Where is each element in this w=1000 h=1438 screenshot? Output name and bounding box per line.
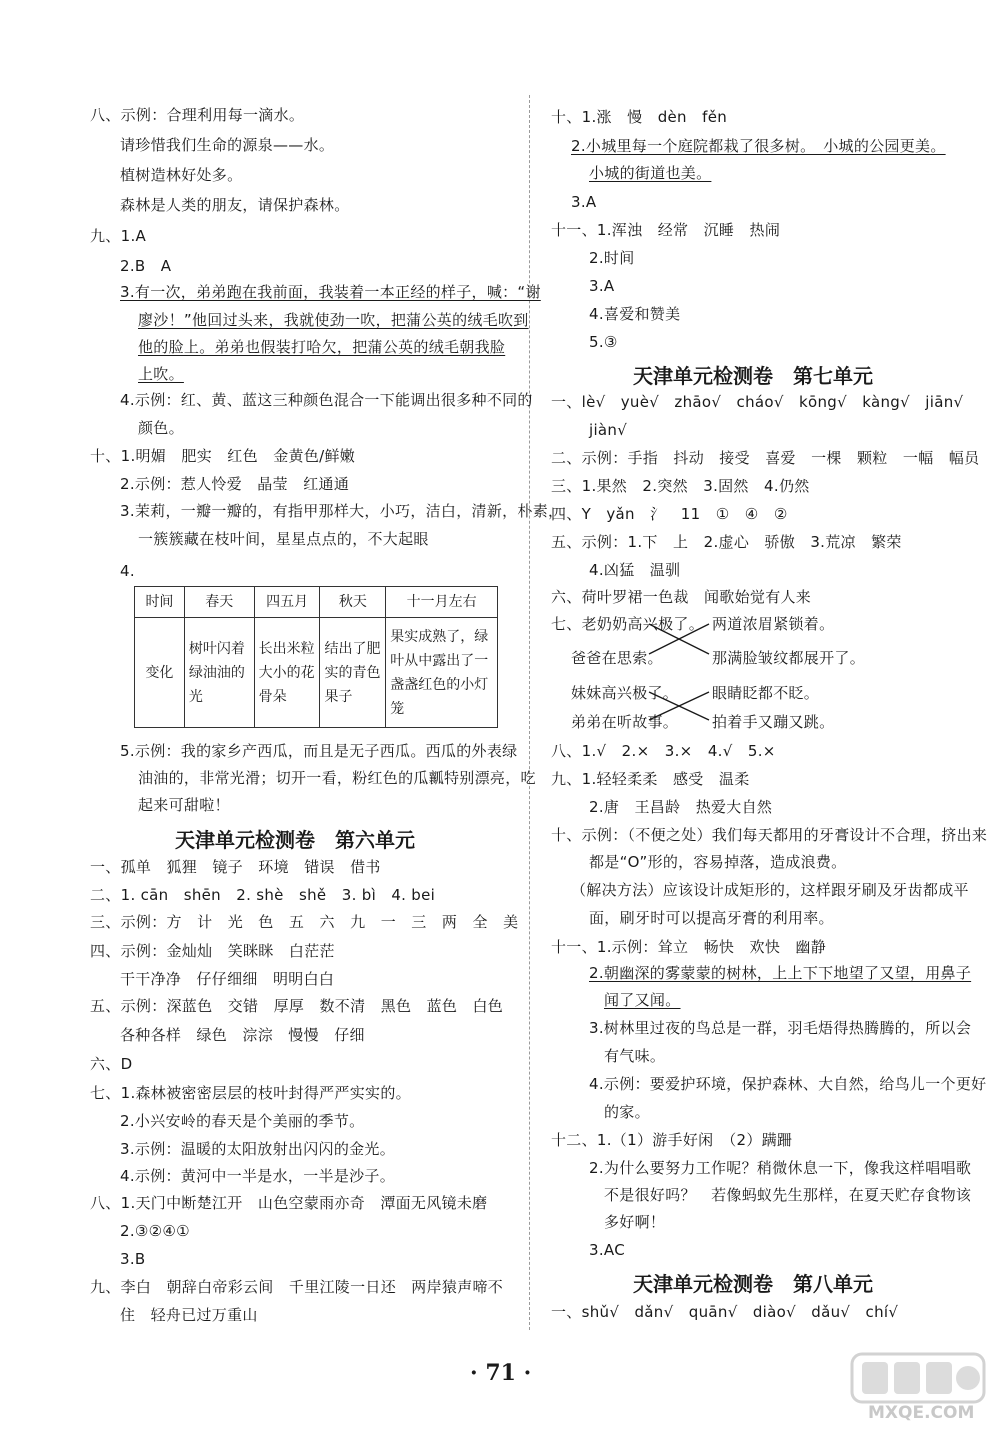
answer-line: 四、示例：金灿灿 笑眯眯 白茫茫 — [90, 942, 335, 960]
answer-line: 3.示例：温暖的太阳放射出闪闪的金光。 — [120, 1140, 396, 1158]
answer-line: 2.B A — [120, 257, 172, 275]
answer-line: 颜色。 — [138, 419, 184, 437]
table-cell: 长出米粒大小的花骨朵 — [254, 618, 320, 728]
underlined-answer-line: 他的脸上。弟弟也假装打哈欠，把蒲公英的绒毛朝我脸 — [138, 338, 506, 356]
answer-line: 干干净净 仔仔细细 明明白白 — [120, 970, 335, 988]
answer-line: （解决方法）应该设计成矩形的，这样跟牙刷及牙齿都成平 — [571, 881, 969, 899]
underlined-answer-line: 小城的街道也美。 — [589, 164, 712, 182]
column-divider — [529, 95, 530, 1330]
answer-line: 八、示例：合理利用每一滴水。 — [90, 106, 305, 124]
answer-line: 3.树林里过夜的鸟总是一群，羽毛焐得热腾腾的，所以会 — [589, 1019, 972, 1037]
table-header-cell: 春天 — [184, 587, 254, 618]
answer-line: 的家。 — [604, 1103, 650, 1121]
answer-line: 十一、1.示例：耸立 畅快 欢快 幽静 — [551, 938, 827, 956]
answer-line: 3.A — [589, 277, 615, 295]
answer-line: 一、lè√ yuè√ zhāo√ cháo√ kōng√ kàng√ jiān√ — [551, 393, 964, 411]
match-left-item: 妹妹高兴极了。 — [571, 684, 679, 702]
table-cell: 树叶闪着绿油油的光 — [184, 618, 254, 728]
answer-line: 2.小兴安岭的春天是个美丽的季节。 — [120, 1112, 365, 1130]
answer-line: 4.示例：黄河中一半是水，一半是沙子。 — [120, 1167, 396, 1185]
answer-line: 十一、1.浑浊 经常 沉睡 热闹 — [551, 221, 781, 239]
watermark-text: MXQE.COM — [868, 1403, 975, 1423]
match-cross-lines — [647, 688, 711, 724]
answer-line: 不是很好吗？ 若像蚂蚁先生那样，在夏天贮存食物该 — [604, 1186, 972, 1204]
underlined-answer-line: 闻了又闻。 — [604, 991, 681, 1009]
answer-line: 3.B — [120, 1250, 146, 1268]
answer-line: 4.喜爱和赞美 — [589, 305, 681, 323]
answer-line: 一、孤单 狐狸 镜子 环境 错误 借书 — [90, 858, 381, 876]
answer-line: 有气味。 — [604, 1047, 666, 1065]
answer-line: 九、1.轻轻柔柔 感受 温柔 — [551, 770, 750, 788]
answer-line: 八、1.天门中断楚江开 山色空蒙雨亦奇 潭面无风镜未磨 — [90, 1194, 488, 1212]
match-right-item: 眼睛眨都不眨。 — [712, 684, 820, 702]
underlined-answer-line: 廖沙！”他回过头来，我就使劲一吹，把蒲公英的绒毛吹到 — [138, 311, 529, 329]
answer-line: 五、示例：深蓝色 交错 厚厚 数不清 黑色 蓝色 白色 — [90, 997, 504, 1015]
answer-line: 4.示例：红、黄、蓝这三种颜色混合一下能调出很多种不同的 — [120, 391, 533, 409]
answer-line: 2.唐 王昌龄 热爱大自然 — [589, 798, 773, 816]
match-left-item: 七、老奶奶高兴极了。 — [551, 615, 705, 633]
answer-line: 三、1.果然 2.突然 3.固然 4.仍然 — [551, 477, 810, 495]
answer-line: 起来可甜啦！ — [138, 796, 230, 814]
answer-line: 十二、1.（1）游手好闲 （2）蹒跚 — [551, 1131, 793, 1149]
answer-line: 四、Y yǎn 氵 11 ① ④ ② — [551, 505, 788, 523]
page-number: · 71 · — [470, 1360, 532, 1386]
table-header-cell: 秋天 — [320, 587, 386, 618]
answer-line: 2.时间 — [589, 249, 635, 267]
answer-line: 5.③ — [589, 333, 618, 351]
match-left-item: 爸爸在思索。 — [571, 649, 663, 667]
answer-table — [134, 586, 498, 728]
answer-line: 4.示例：要爱护环境，保护森林、大自然，给鸟儿一个更好 — [589, 1075, 987, 1093]
answer-line: 十、1.涨 慢 dèn fěn — [551, 108, 728, 126]
match-left-item: 弟弟在听故事。 — [571, 713, 679, 731]
answer-line: 八、1.√ 2.× 3.× 4.√ 5.× — [551, 742, 776, 760]
match-cross-lines — [647, 618, 711, 660]
answer-line: 5.示例：我的家乡产西瓜，而且是无子西瓜。西瓜的外表绿 — [120, 742, 518, 760]
answer-line: 2.③②④① — [120, 1222, 190, 1240]
underlined-answer-line: 3.有一次，弟弟跑在我前面，我装着一本正经的样子，喊：“谢 — [120, 283, 541, 301]
answer-line: 二、1. cān shēn 2. shè shě 3. bì 4. bei — [90, 886, 436, 904]
table-header-cell: 十一月左右 — [386, 587, 498, 618]
table-row-header: 变化 — [135, 618, 185, 728]
answer-line: jiàn√ — [589, 421, 628, 439]
answer-line: 森林是人类的朋友，请保护森林。 — [120, 196, 350, 214]
answer-line: 植树造林好处多。 — [120, 166, 243, 184]
section-heading: 天津单元检测卷 第七单元 — [633, 364, 873, 388]
answer-line: 一簇簇藏在枝叶间，星星点点的，不大起眼 — [138, 530, 429, 548]
answer-line: 4.凶猛 温驯 — [589, 561, 681, 579]
table-cell: 结出了肥实的青色果子 — [320, 618, 386, 728]
table-cell: 果实成熟了，绿叶从中露出了一盏盏红色的小灯笼 — [386, 618, 498, 728]
match-right-item: 拍着手又蹦又跳。 — [712, 713, 835, 731]
table-header-cell: 四五月 — [254, 587, 320, 618]
answer-line: 三、示例：方 计 光 色 五 六 九 一 三 两 全 美 — [90, 913, 519, 931]
section-heading: 天津单元检测卷 第六单元 — [175, 828, 415, 852]
answer-line: 十、1.明媚 肥实 红色 金黄色/鲜嫩 — [90, 447, 356, 465]
answer-line: 九、1.A — [90, 227, 147, 245]
answer-line: 都是“O”形的，容易掉落，造成浪费。 — [589, 853, 847, 871]
answer-line: 面，刷牙时可以提高牙膏的利用率。 — [589, 909, 834, 927]
answer-line: 六、D — [90, 1055, 133, 1073]
underlined-answer-line: 2.朝幽深的雾蒙蒙的树林，上上下下地望了又望，用鼻子 — [589, 964, 972, 982]
section-heading: 天津单元检测卷 第八单元 — [633, 1272, 873, 1296]
answer-line: 一、shǔ√ dǎn√ quān√ diào√ dǎu√ chí√ — [551, 1303, 899, 1321]
answer-line: 3.A — [571, 193, 597, 211]
underlined-answer-line: 2.小城里每一个庭院都栽了很多树。 小城的公园更美。 — [571, 137, 946, 155]
answer-line: 各种各样 绿色 淙淙 慢慢 仔细 — [120, 1026, 365, 1044]
answer-line: 3.茉莉，一瓣一瓣的，有指甲那样大，小巧，洁白，清新，朴素， — [120, 502, 564, 520]
answer-line: 3.AC — [589, 1241, 625, 1259]
match-right-item: 那满脸皱纹都展开了。 — [712, 649, 866, 667]
answer-line: 二、示例：手指 抖动 接受 喜爱 一棵 颗粒 一幅 幅员 — [551, 449, 980, 467]
answer-line: 十、示例：（不便之处）我们每天都用的牙膏设计不合理，挤出来 — [551, 826, 988, 844]
answer-line: 4. — [120, 562, 135, 580]
answer-line: 七、1.森林被密密层层的枝叶封得严严实实的。 — [90, 1084, 411, 1102]
answer-line: 油油的，非常光滑；切开一看，粉红色的瓜瓤特别漂亮，吃 — [138, 769, 536, 787]
answer-line: 五、示例：1.下 上 2.虚心 骄傲 3.荒凉 繁荣 — [551, 533, 902, 551]
underlined-answer-line: 上吹。 — [138, 365, 184, 383]
answer-line: 2.示例：惹人怜爱 晶莹 红通通 — [120, 475, 350, 493]
answer-line: 九、李白 朝辞白帝彩云间 千里江陵一日还 两岸猿声啼不 — [90, 1278, 504, 1296]
answer-line: 多好啊！ — [604, 1213, 666, 1231]
match-right-item: 两道浓眉紧锁着。 — [712, 615, 835, 633]
table-header-cell: 时间 — [135, 587, 185, 618]
answer-line: 2.为什么要努力工作呢？稍微休息一下，像我这样唱唱歌 — [589, 1159, 972, 1177]
answer-line: 六、荷叶罗裙一色裁 闻歌始觉有人来 — [551, 588, 812, 606]
answer-line: 住 轻舟已过万重山 — [120, 1306, 258, 1324]
answer-line: 请珍惜我们生命的源泉——水。 — [120, 136, 335, 154]
